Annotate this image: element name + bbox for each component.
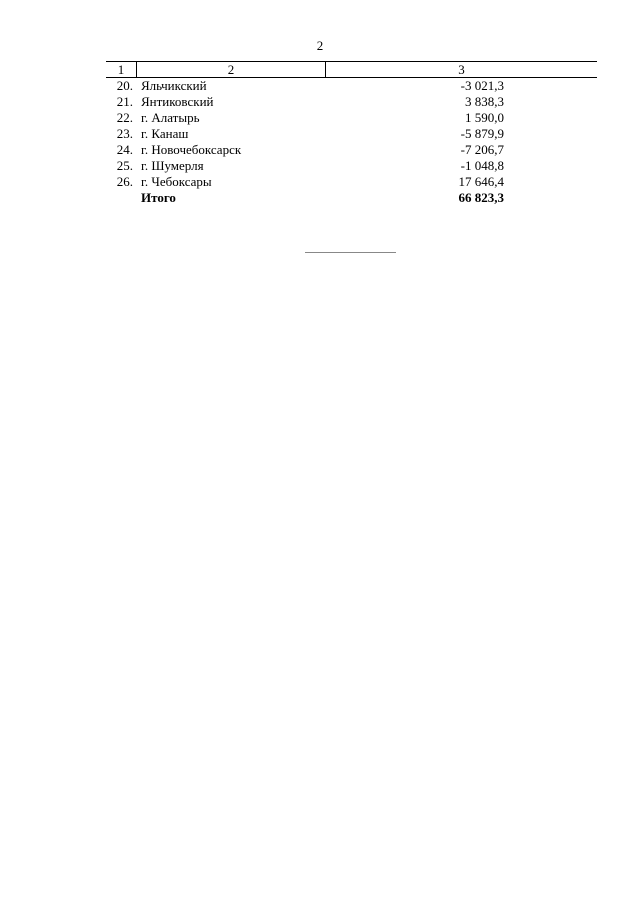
row-name: г. Новочебоксарск: [141, 142, 242, 157]
total-row: [106, 190, 597, 206]
row-value: -5 879,9: [460, 126, 504, 141]
table-row: [106, 142, 597, 158]
row-name: Янтиковский: [141, 94, 214, 109]
row-value: -1 048,8: [460, 158, 504, 173]
row-value: -7 206,7: [460, 142, 504, 157]
row-name: Яльчикский: [141, 78, 207, 93]
total-number-blank: [106, 190, 137, 206]
row-number: 26.: [116, 174, 133, 189]
row-number: 22.: [116, 110, 133, 125]
table-row: [106, 78, 597, 94]
table-row: [106, 94, 597, 110]
header-col-1: 1: [106, 62, 137, 77]
row-name: г. Шумерля: [141, 158, 204, 173]
header-col-3: 3: [458, 62, 465, 77]
table-row: [106, 126, 597, 142]
table-row: [106, 158, 597, 174]
page-number: 2: [316, 38, 324, 53]
table-row: [106, 174, 597, 190]
row-value: 3 838,3: [465, 94, 504, 109]
row-number: 21.: [116, 94, 133, 109]
total-label: Итого: [141, 190, 176, 205]
end-separator-line: [305, 252, 396, 253]
row-value: 17 646,4: [458, 174, 504, 189]
row-value: 1 590,0: [465, 110, 504, 125]
row-value: -3 021,3: [460, 78, 504, 93]
row-name: г. Чебоксары: [141, 174, 212, 189]
row-number: 20.: [116, 78, 133, 93]
table-header-row: [106, 61, 597, 78]
row-number: 25.: [116, 158, 133, 173]
row-name: г. Канаш: [141, 126, 189, 141]
total-value: 66 823,3: [458, 190, 504, 205]
row-number: 24.: [116, 142, 133, 157]
data-table: [106, 61, 597, 206]
row-name: г. Алатырь: [141, 110, 200, 125]
table-row: [106, 110, 597, 126]
header-col-2: 2: [137, 62, 326, 77]
row-number: 23.: [116, 126, 133, 141]
